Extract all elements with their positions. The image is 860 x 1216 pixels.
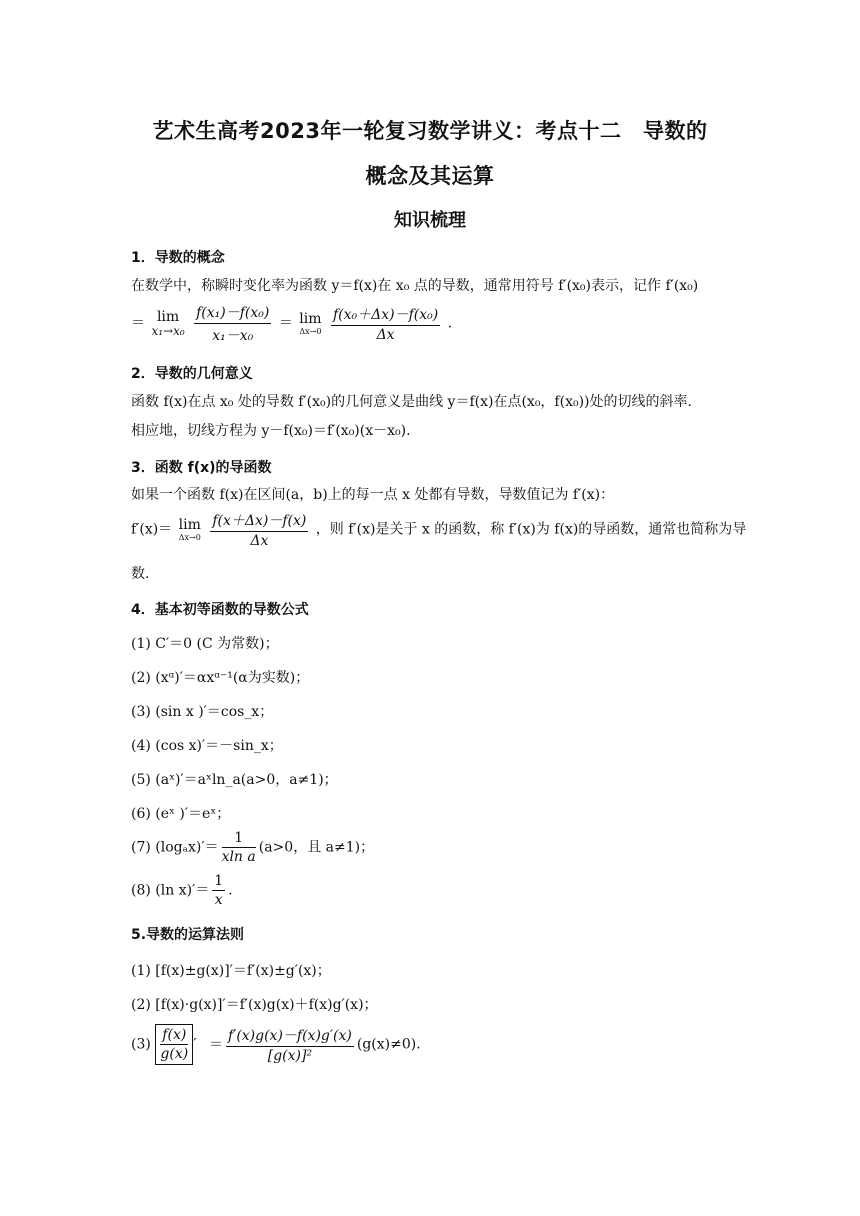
s3-lim <box>179 518 201 542</box>
rule-3-rest: (g(x)≠0). <box>356 1036 421 1053</box>
formula-8-num: 1 <box>214 873 224 889</box>
formula-6: (6) (eˣ )′＝eˣ； <box>131 806 231 822</box>
s3-frac <box>210 510 308 549</box>
rule-1: (1) [f(x)±g(x)]′＝f′(x)±g′(x)； <box>131 963 331 979</box>
s3-lim-op: lim <box>178 516 201 533</box>
rule-3-frac <box>226 1025 354 1064</box>
formula-7-prefix: (7) (logₐx)′＝ <box>131 839 219 856</box>
s3-frac-num: f(x＋Δx)－f(x) <box>210 510 308 532</box>
s1-lim-2 <box>299 312 321 336</box>
s1-formula <box>131 302 452 345</box>
formula-7 <box>131 830 374 865</box>
formula-7-den: xln a <box>221 849 256 865</box>
heading-operation-rules: 5.导数的运算法则 <box>131 927 245 943</box>
document-title: 艺术生高考2023年一轮复习数学讲义：考点十二 导数的 <box>152 119 708 143</box>
formula-3: (3) (sin x )′＝cos_x； <box>131 704 274 720</box>
rule-3-inner-den: g(x) <box>160 1046 189 1062</box>
s1-frac-1-den: x₁－x₀ <box>212 328 254 344</box>
formula-8-rest: . <box>228 882 233 899</box>
s1-eq-mid: ＝ <box>278 315 293 332</box>
formula-8 <box>131 873 233 908</box>
rule-3-bracket <box>155 1024 193 1065</box>
s3-eq-prefix: f′(x)＝ <box>131 521 173 538</box>
s2-text-1: 函数 f(x)在点 x₀ 处的导数 f′(x₀)的几何意义是曲线 y＝f(x)在点(x₀，f(x₀))处的切线的斜率. <box>131 394 692 410</box>
heading-derivative-concept: 1．导数的概念 <box>131 250 225 266</box>
s1-lim-2-op: lim <box>299 310 322 327</box>
s1-lim-1-sub: x₁→x₀ <box>151 324 185 338</box>
rule-3-inner-num: f(x) <box>162 1027 187 1043</box>
formula-4: (4) (cos x)′＝－sin_x； <box>131 738 283 754</box>
document-title-line2: 概念及其运算 <box>365 164 495 188</box>
formula-8-den: x <box>214 892 223 908</box>
s3-formula <box>131 510 746 549</box>
s3-text-1: 如果一个函数 f(x)在区间(a，b)上的每一点 x 处都有导数，导数值记为 f′(x)： <box>131 487 615 503</box>
formula-7-rest: (a>0，且 a≠1)； <box>258 839 375 856</box>
heading-derived-function: 3．函数 f(x)的导函数 <box>131 460 272 476</box>
section-title: 知识梳理 <box>394 210 466 231</box>
heading-basic-formulas: 4．基本初等函数的导数公式 <box>131 602 309 618</box>
rule-2: (2) [f(x)·g(x)]′＝f′(x)g(x)＋f(x)g′(x)； <box>131 997 378 1013</box>
s1-frac-2-den: Δx <box>376 327 395 343</box>
rule-3-num: f′(x)g(x)－f(x)g′(x) <box>226 1025 354 1047</box>
s1-frac-1-num: f(x₁)－f(x₀) <box>194 302 271 324</box>
rule-3-prime: ′ <box>193 1036 197 1053</box>
rule-3-eq: ＝ <box>208 1036 223 1053</box>
formula-5: (5) (aˣ)′＝aˣln_a(a>0，a≠1)； <box>131 772 338 788</box>
s3-frac-den: Δx <box>250 533 269 549</box>
formula-2: (2) (xᵅ)′＝αxᵅ⁻¹(α为实数)； <box>131 670 310 686</box>
s3-lim-sub: Δx→0 <box>178 532 201 542</box>
rule-3-den: [g(x)]² <box>267 1048 313 1064</box>
s1-frac-2-num: f(x₀＋Δx)－f(x₀) <box>331 304 440 326</box>
formula-7-frac <box>222 830 256 865</box>
formula-7-num: 1 <box>222 830 256 848</box>
s1-text: 在数学中，称瞬时变化率为函数 y＝f(x)在 x₀ 点的导数，通常用符号 f′(x₀)表示，记作 f′(x₀) <box>131 278 699 294</box>
s3-text-3: 数. <box>131 566 150 582</box>
s2-text-2: 相应地，切线方程为 y－f(x₀)＝f′(x₀)(x－x₀). <box>131 423 411 439</box>
s3-eq-rest: ，则 f′(x)是关于 x 的函数，称 f′(x)为 f(x)的导函数，通常也简称为导 <box>315 521 747 538</box>
s1-lim-1 <box>151 310 184 337</box>
s1-eq-end: . <box>447 315 453 332</box>
heading-geometric-meaning: 2．导数的几何意义 <box>131 366 253 382</box>
s1-frac-1 <box>194 302 271 345</box>
formula-8-frac <box>212 873 225 908</box>
s1-lim-1-op: lim <box>156 309 180 325</box>
rule-3-prefix: (3) <box>131 1036 151 1053</box>
s1-eq-prefix: ＝ <box>131 315 145 332</box>
rule-3 <box>131 1024 421 1065</box>
formula-1: (1) C′＝0 (C 为常数)； <box>131 636 279 652</box>
s1-frac-2 <box>331 304 440 343</box>
formula-8-prefix: (8) (ln x)′＝ <box>131 882 210 899</box>
s1-lim-2-sub: Δx→0 <box>299 326 322 336</box>
rule-3-inner-frac <box>160 1027 188 1062</box>
